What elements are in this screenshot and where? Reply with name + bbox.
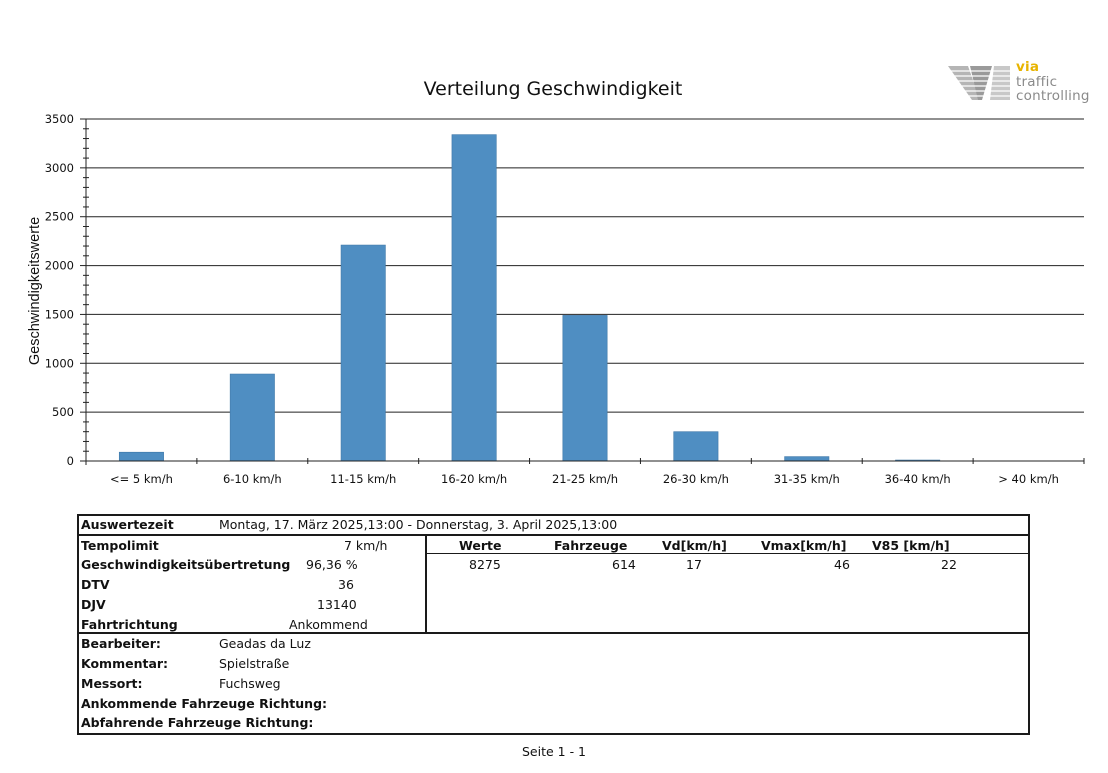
- logo-via: via: [1016, 59, 1040, 75]
- y-tick-label: 2500: [44, 209, 74, 224]
- v85-header: V85 [km/h]: [872, 538, 950, 553]
- y-tick-label: 3000: [44, 160, 74, 175]
- auswertezeit-label: Auswertezeit: [81, 517, 174, 532]
- djv-label: DJV: [81, 597, 106, 612]
- djv-value: 13140: [317, 597, 357, 612]
- page-number: Seite 1 - 1: [521, 744, 587, 759]
- abfahrende-label: Abfahrende Fahrzeuge Richtung:: [81, 715, 314, 730]
- vmax-header: Vmax[km/h]: [761, 538, 847, 553]
- vd-value: 17: [686, 557, 702, 572]
- x-tick-label: 11-15 km/h: [330, 472, 397, 486]
- tempolimit-value: 7 km/h: [344, 538, 388, 553]
- logo-controlling: controlling: [1016, 88, 1090, 104]
- divider: [77, 534, 1030, 536]
- fahrtrichtung-value: Ankommend: [289, 617, 368, 632]
- x-tick-label: 6-10 km/h: [222, 472, 282, 486]
- ankommende-label: Ankommende Fahrzeuge Richtung:: [81, 696, 328, 711]
- fahrzeuge-header: Fahrzeuge: [554, 538, 628, 553]
- x-tick-label: <= 5 km/h: [109, 472, 173, 486]
- bar: [119, 452, 163, 461]
- chart-title: Verteilung Geschwindigkeit: [423, 78, 683, 100]
- x-tick-label: 21-25 km/h: [551, 472, 619, 486]
- y-tick-label: 500: [52, 405, 74, 420]
- vmax-value: 46: [834, 557, 850, 572]
- x-tick-label: 31-35 km/h: [773, 472, 840, 486]
- logo-traffic: traffic: [1016, 73, 1058, 90]
- x-tick-label: 36-40 km/h: [884, 472, 951, 486]
- fahrzeuge-value: 614: [612, 557, 636, 572]
- vd-header: Vd[km/h]: [662, 538, 727, 553]
- bar: [674, 432, 718, 461]
- messort-label: Messort:: [81, 676, 143, 691]
- y-tick-label: 3500: [44, 112, 74, 126]
- bearbeiter-value: Geadas da Luz: [219, 636, 311, 651]
- bar: [230, 374, 274, 461]
- auswertezeit-value: Montag, 17. März 2025,13:00 - Donnerstag, 3. April 2025,13:00: [219, 517, 618, 532]
- uebertretung-label: Geschwindigkeitsübertretung: [81, 557, 291, 572]
- uebertretung-value: 96,36 %: [306, 557, 358, 572]
- x-tick-label: 26-30 km/h: [662, 472, 729, 486]
- tempolimit-label: Tempolimit: [81, 538, 159, 553]
- dtv-value: 36: [338, 577, 354, 592]
- bearbeiter-label: Bearbeiter:: [81, 636, 161, 651]
- werte-header: Werte: [459, 538, 502, 553]
- kommentar-label: Kommentar:: [81, 656, 169, 671]
- dtv-label: DTV: [81, 577, 110, 592]
- y-axis-label: Geschwindigkeitswerte: [27, 216, 43, 366]
- werte-value: 8275: [469, 557, 501, 572]
- kommentar-value: Spielstraße: [219, 656, 290, 671]
- x-tick-label: > 40 km/h: [998, 472, 1059, 486]
- y-tick-label: 0: [66, 454, 74, 468]
- divider: [77, 632, 1030, 634]
- v85-value: 22: [941, 557, 957, 572]
- bar: [452, 135, 496, 461]
- y-tick-label: 1500: [44, 307, 74, 322]
- messort-value: Fuchsweg: [219, 676, 281, 691]
- y-tick-label: 1000: [44, 356, 74, 371]
- bar: [563, 315, 607, 461]
- divider: [425, 534, 427, 633]
- bar: [785, 457, 829, 461]
- bar: [341, 245, 385, 461]
- x-tick-label: 16-20 km/h: [441, 472, 508, 486]
- y-tick-label: 2000: [44, 258, 74, 273]
- fahrtrichtung-label: Fahrtrichtung: [81, 617, 178, 632]
